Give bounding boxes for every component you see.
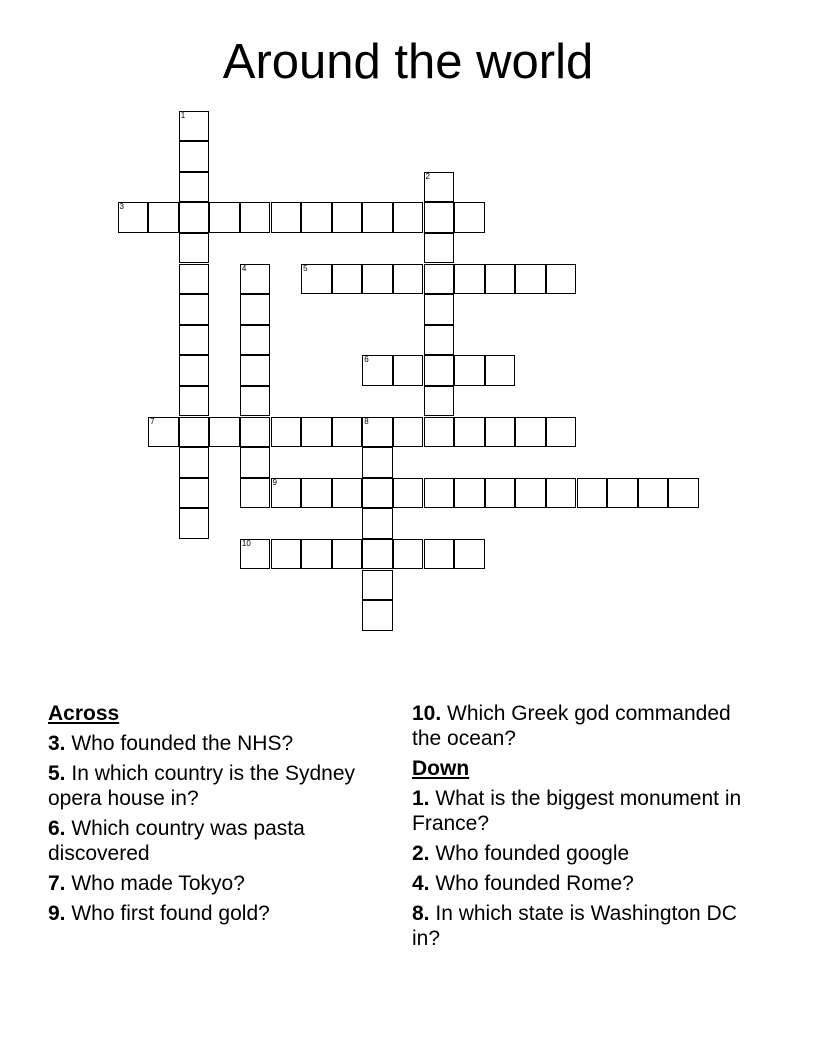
- page-title: Around the world: [222, 35, 594, 89]
- clue-across-7: [48, 871, 378, 896]
- cell-number: 10: [241, 538, 251, 548]
- clue-down-4: [412, 871, 742, 896]
- clue-across-5: [48, 761, 378, 811]
- crossword-cell[interactable]: [148, 202, 179, 233]
- crossword-cell[interactable]: [485, 264, 516, 295]
- crossword-cell[interactable]: [179, 478, 210, 509]
- crossword-cell[interactable]: [454, 539, 485, 570]
- crossword-cell[interactable]: [271, 478, 302, 509]
- cell-number: 4: [241, 263, 247, 273]
- crossword-cell[interactable]: [424, 325, 455, 356]
- crossword-cell[interactable]: [362, 202, 393, 233]
- crossword-cell[interactable]: [179, 202, 210, 233]
- crossword-cell[interactable]: [362, 508, 393, 539]
- crossword-cell[interactable]: [301, 478, 332, 509]
- cell-number: 7: [150, 416, 155, 426]
- crossword-cell[interactable]: [424, 355, 455, 386]
- clue-text: Who made Tokyo?: [71, 872, 245, 895]
- crossword-cell[interactable]: [546, 417, 577, 448]
- crossword-cell[interactable]: [118, 202, 149, 233]
- crossword-cell[interactable]: [240, 539, 271, 570]
- crossword-cell[interactable]: [424, 478, 455, 509]
- crossword-cell[interactable]: [179, 355, 210, 386]
- crossword-cell[interactable]: [424, 386, 455, 417]
- crossword-cell[interactable]: [179, 325, 210, 356]
- crossword-cell[interactable]: [179, 386, 210, 417]
- crossword-cell[interactable]: [332, 539, 363, 570]
- clues-column-right: [412, 701, 742, 956]
- crossword-cell[interactable]: [301, 417, 332, 448]
- cell-number: 8: [364, 416, 369, 426]
- crossword-cell[interactable]: [393, 264, 424, 295]
- crossword-cell[interactable]: [577, 478, 608, 509]
- clue-text: Which Greek god commanded the ocean?: [412, 702, 731, 750]
- crossword-cell[interactable]: [485, 417, 516, 448]
- clue-across-6: [48, 816, 378, 866]
- crossword-cell[interactable]: [485, 478, 516, 509]
- cell-number: 9: [272, 477, 277, 487]
- crossword-cell[interactable]: [454, 264, 485, 295]
- crossword-cell[interactable]: [240, 355, 271, 386]
- crossword-cell[interactable]: [424, 417, 455, 448]
- clue-text: Who founded the NHS?: [71, 732, 294, 755]
- clue-number: 6.: [48, 817, 66, 840]
- crossword-cell[interactable]: [546, 478, 577, 509]
- crossword-cell[interactable]: [393, 355, 424, 386]
- clue-down-1: [412, 786, 742, 836]
- crossword-cell[interactable]: [393, 478, 424, 509]
- crossword-cell[interactable]: [301, 264, 332, 295]
- clue-number: 3.: [48, 732, 66, 755]
- crossword-cell[interactable]: [240, 202, 271, 233]
- clue-text: What is the biggest monument in France?: [412, 787, 742, 835]
- cell-number: 6: [364, 355, 369, 365]
- crossword-cell[interactable]: [362, 417, 393, 448]
- crossword-cell[interactable]: [240, 386, 271, 417]
- crossword-cell[interactable]: [362, 570, 393, 601]
- crossword-cell[interactable]: [209, 202, 240, 233]
- cell-number: 3: [119, 202, 124, 212]
- clue-text: Who first found gold?: [71, 902, 270, 925]
- clue-across-3: [48, 731, 378, 756]
- clue-across-10: [412, 701, 742, 751]
- crossword-cell[interactable]: [301, 539, 332, 570]
- crossword-cell[interactable]: [515, 478, 546, 509]
- clue-text: In which state is Washington DC in?: [412, 902, 737, 950]
- crossword-cell[interactable]: [515, 264, 546, 295]
- cell-number: 2: [425, 171, 430, 181]
- crossword-cell[interactable]: [240, 417, 271, 448]
- clue-number: 2.: [412, 842, 430, 865]
- crossword-cell[interactable]: [240, 447, 271, 478]
- clue-number: 9.: [48, 902, 66, 925]
- crossword-cell[interactable]: [301, 202, 332, 233]
- crossword-cell[interactable]: [362, 600, 393, 631]
- clue-down-2: [412, 841, 742, 866]
- crossword-cell[interactable]: [179, 172, 210, 203]
- clue-text: Who founded google: [435, 842, 630, 865]
- clue-number: 4.: [412, 872, 430, 895]
- crossword-cell[interactable]: [393, 202, 424, 233]
- cell-number: 1: [180, 110, 186, 120]
- crossword-cell[interactable]: [424, 539, 455, 570]
- cell-number: 5: [303, 263, 308, 273]
- clue-number: 10.: [412, 702, 442, 725]
- crossword-cell[interactable]: [424, 172, 455, 203]
- crossword-cell[interactable]: [179, 111, 210, 142]
- crossword-cell[interactable]: [638, 478, 669, 509]
- crossword-cell[interactable]: [148, 417, 179, 448]
- crossword-cell[interactable]: [240, 478, 271, 509]
- crossword-cell[interactable]: [179, 264, 210, 295]
- crossword-cell[interactable]: [179, 233, 210, 264]
- crossword-cell[interactable]: [454, 202, 485, 233]
- crossword-cell[interactable]: [454, 355, 485, 386]
- crossword-cell[interactable]: [362, 478, 393, 509]
- crossword-cell[interactable]: [485, 355, 516, 386]
- crossword-cell[interactable]: [271, 417, 302, 448]
- clue-number: 5.: [48, 762, 66, 785]
- crossword-cell[interactable]: [393, 539, 424, 570]
- clue-number: 7.: [48, 872, 66, 895]
- crossword-cell[interactable]: [240, 294, 271, 325]
- crossword-cell[interactable]: [454, 478, 485, 509]
- crossword-cell[interactable]: [179, 447, 210, 478]
- crossword-cell[interactable]: [424, 294, 455, 325]
- crossword-cell[interactable]: [209, 417, 240, 448]
- crossword-cell[interactable]: [271, 539, 302, 570]
- crossword-cell[interactable]: [424, 264, 455, 295]
- clues-column-left: [48, 701, 378, 931]
- crossword-cell[interactable]: [179, 417, 210, 448]
- clue-text: Who founded Rome?: [435, 872, 634, 895]
- crossword-cell[interactable]: [240, 325, 271, 356]
- crossword-cell[interactable]: [332, 202, 363, 233]
- crossword-cell[interactable]: [393, 417, 424, 448]
- down-heading: Down: [412, 757, 470, 780]
- crossword-cell[interactable]: [546, 264, 577, 295]
- clue-text: In which country is the Sydney opera house in?: [48, 762, 356, 810]
- crossword-cell[interactable]: [362, 264, 393, 295]
- clue-number: 1.: [412, 787, 430, 810]
- crossword-cell[interactable]: [515, 417, 546, 448]
- clue-number: 8.: [412, 902, 430, 925]
- crossword-cell[interactable]: [607, 478, 638, 509]
- crossword-cell[interactable]: [332, 264, 363, 295]
- crossword-cell[interactable]: [362, 355, 393, 386]
- crossword-cell[interactable]: [240, 264, 271, 295]
- crossword-cell[interactable]: [424, 202, 455, 233]
- crossword-cell[interactable]: [179, 141, 210, 172]
- crossword-cell[interactable]: [271, 202, 302, 233]
- crossword-cell[interactable]: [668, 478, 699, 509]
- crossword-cell[interactable]: [454, 417, 485, 448]
- across-heading: Across: [48, 702, 120, 725]
- crossword-cell[interactable]: [332, 478, 363, 509]
- crossword-cell[interactable]: [179, 508, 210, 539]
- clue-down-8: [412, 901, 742, 951]
- crossword-cell[interactable]: [362, 539, 393, 570]
- clue-across-9: [48, 901, 378, 926]
- crossword-cell[interactable]: [179, 294, 210, 325]
- crossword-cell[interactable]: [362, 447, 393, 478]
- crossword-cell[interactable]: [332, 417, 363, 448]
- crossword-cell[interactable]: [424, 233, 455, 264]
- clue-text: Which country was pasta discovered: [48, 817, 305, 865]
